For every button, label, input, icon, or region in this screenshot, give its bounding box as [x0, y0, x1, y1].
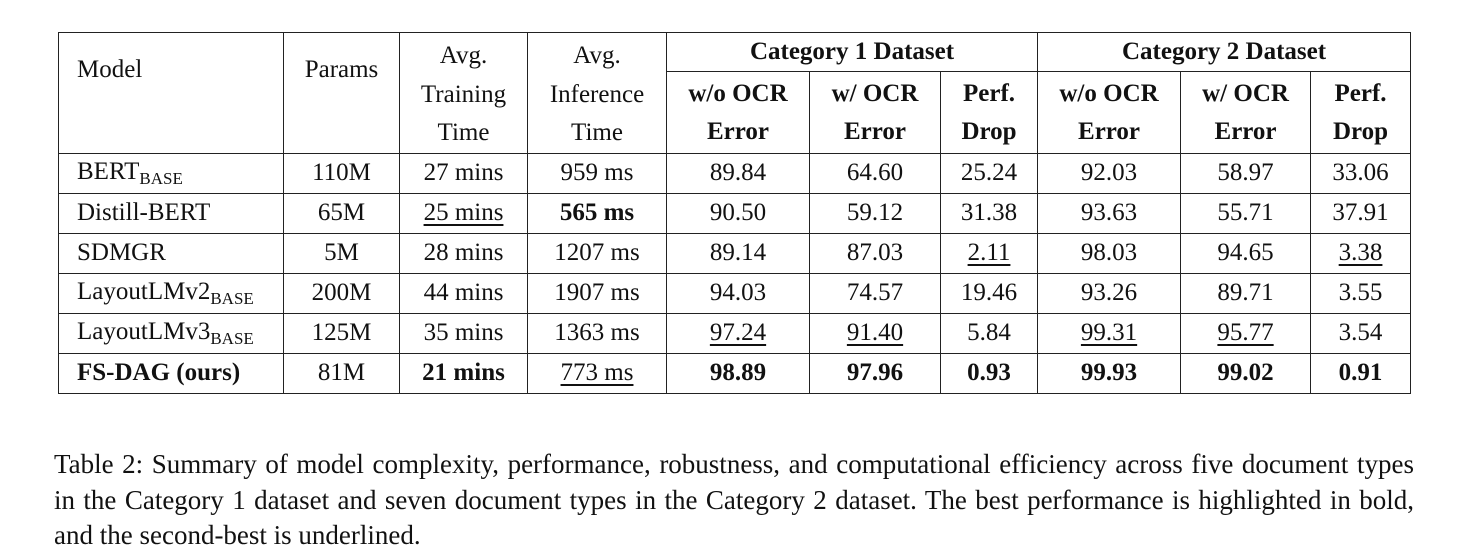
c1-drop-cell: 31.38	[941, 193, 1038, 233]
table-row	[59, 313, 1411, 353]
params-cell: 200M	[284, 273, 400, 313]
model-name: $BERT_{BASE}$	[59, 153, 284, 193]
model-name: SDMGR	[59, 233, 284, 273]
c1-wo-cell: 98.89	[667, 353, 810, 393]
c1-wo-cell: 94.03	[667, 273, 810, 313]
c2-drop-cell: 3.55	[1311, 273, 1411, 313]
model-name: FS-DAG (ours)	[59, 353, 284, 393]
c1-wo-cell: 90.50	[667, 193, 810, 233]
table-row	[59, 193, 1411, 233]
header-model: Model	[59, 33, 284, 154]
model-name: $LayoutLMv3_{BASE}$	[59, 313, 284, 353]
table-caption: Table 2: Summary of model complexity, performance, robustness, and computational efficiency across five document types in the Category 1 dataset and seven document types in the Category 2 dataset. The best performance is highlighted in bold, and the second-best is underlined.	[54, 449, 1414, 550]
header-c2-w-ocr: w/ OCR Error	[1181, 72, 1311, 154]
params-cell: 5M	[284, 233, 400, 273]
train-time-cell: 28 mins	[400, 233, 528, 273]
model-name: Distill-BERT	[59, 193, 284, 233]
c1-w-cell: 59.12	[810, 193, 941, 233]
c2-wo-cell: 93.26	[1038, 273, 1181, 313]
c2-wo-cell: 98.03	[1038, 233, 1181, 273]
model-name: $LayoutLMv2_{BASE}$	[59, 273, 284, 313]
c1-drop-cell: 2.11	[941, 233, 1038, 273]
params-cell: 65M	[284, 193, 400, 233]
train-time-cell: 44 mins	[400, 273, 528, 313]
header-c2-wo-ocr: w/o OCR Error	[1038, 72, 1181, 154]
header-params: Params	[284, 33, 400, 154]
header-c1-wo-ocr: w/o OCR Error	[667, 72, 810, 154]
infer-time-cell: 1363 ms	[528, 313, 667, 353]
header-inference-time: Avg. Inference Time	[528, 33, 667, 154]
infer-time-cell: 565 ms	[528, 193, 667, 233]
c1-w-cell: 91.40	[810, 313, 941, 353]
c1-w-cell: 64.60	[810, 153, 941, 193]
results-table	[58, 32, 1411, 394]
header-row-1	[59, 33, 1411, 72]
train-time-cell: 25 mins	[400, 193, 528, 233]
c2-drop-cell: 37.91	[1311, 193, 1411, 233]
c2-wo-cell: 99.31	[1038, 313, 1181, 353]
c2-w-cell: 89.71	[1181, 273, 1311, 313]
c2-drop-cell: 0.91	[1311, 353, 1411, 393]
c2-wo-cell: 93.63	[1038, 193, 1181, 233]
c1-wo-cell: 97.24	[667, 313, 810, 353]
train-time-cell: 35 mins	[400, 313, 528, 353]
c2-w-cell: 55.71	[1181, 193, 1311, 233]
c2-drop-cell: 3.38	[1311, 233, 1411, 273]
c1-w-cell: 97.96	[810, 353, 941, 393]
c2-w-cell: 94.65	[1181, 233, 1311, 273]
c1-wo-cell: 89.84	[667, 153, 810, 193]
header-training-time: Avg. Training Time	[400, 33, 528, 154]
c2-wo-cell: 92.03	[1038, 153, 1181, 193]
header-c2-drop: Perf. Drop	[1311, 72, 1411, 154]
c2-w-cell: 95.77	[1181, 313, 1311, 353]
infer-time-cell: 1207 ms	[528, 233, 667, 273]
c1-drop-cell: 19.46	[941, 273, 1038, 313]
c2-wo-cell: 99.93	[1038, 353, 1181, 393]
header-c1-w-ocr: w/ OCR Error	[810, 72, 941, 154]
train-time-cell: 27 mins	[400, 153, 528, 193]
c1-w-cell: 74.57	[810, 273, 941, 313]
c1-wo-cell: 89.14	[667, 233, 810, 273]
params-cell: 110M	[284, 153, 400, 193]
header-c1-drop: Perf. Drop	[941, 72, 1038, 154]
c2-w-cell: 58.97	[1181, 153, 1311, 193]
table-row	[59, 273, 1411, 313]
table-row	[59, 233, 1411, 273]
c2-drop-cell: 3.54	[1311, 313, 1411, 353]
c2-drop-cell: 33.06	[1311, 153, 1411, 193]
infer-time-cell: 773 ms	[528, 353, 667, 393]
c1-drop-cell: 25.24	[941, 153, 1038, 193]
header-category-2: Category 2 Dataset	[1038, 33, 1411, 72]
infer-time-cell: 1907 ms	[528, 273, 667, 313]
header-category-1: Category 1 Dataset	[667, 33, 1038, 72]
c1-drop-cell: 5.84	[941, 313, 1038, 353]
infer-time-cell: 959 ms	[528, 153, 667, 193]
train-time-cell: 21 mins	[400, 353, 528, 393]
params-cell: 81M	[284, 353, 400, 393]
table-row	[59, 353, 1411, 393]
c2-w-cell: 99.02	[1181, 353, 1311, 393]
table-row	[59, 153, 1411, 193]
c1-drop-cell: 0.93	[941, 353, 1038, 393]
params-cell: 125M	[284, 313, 400, 353]
c1-w-cell: 87.03	[810, 233, 941, 273]
